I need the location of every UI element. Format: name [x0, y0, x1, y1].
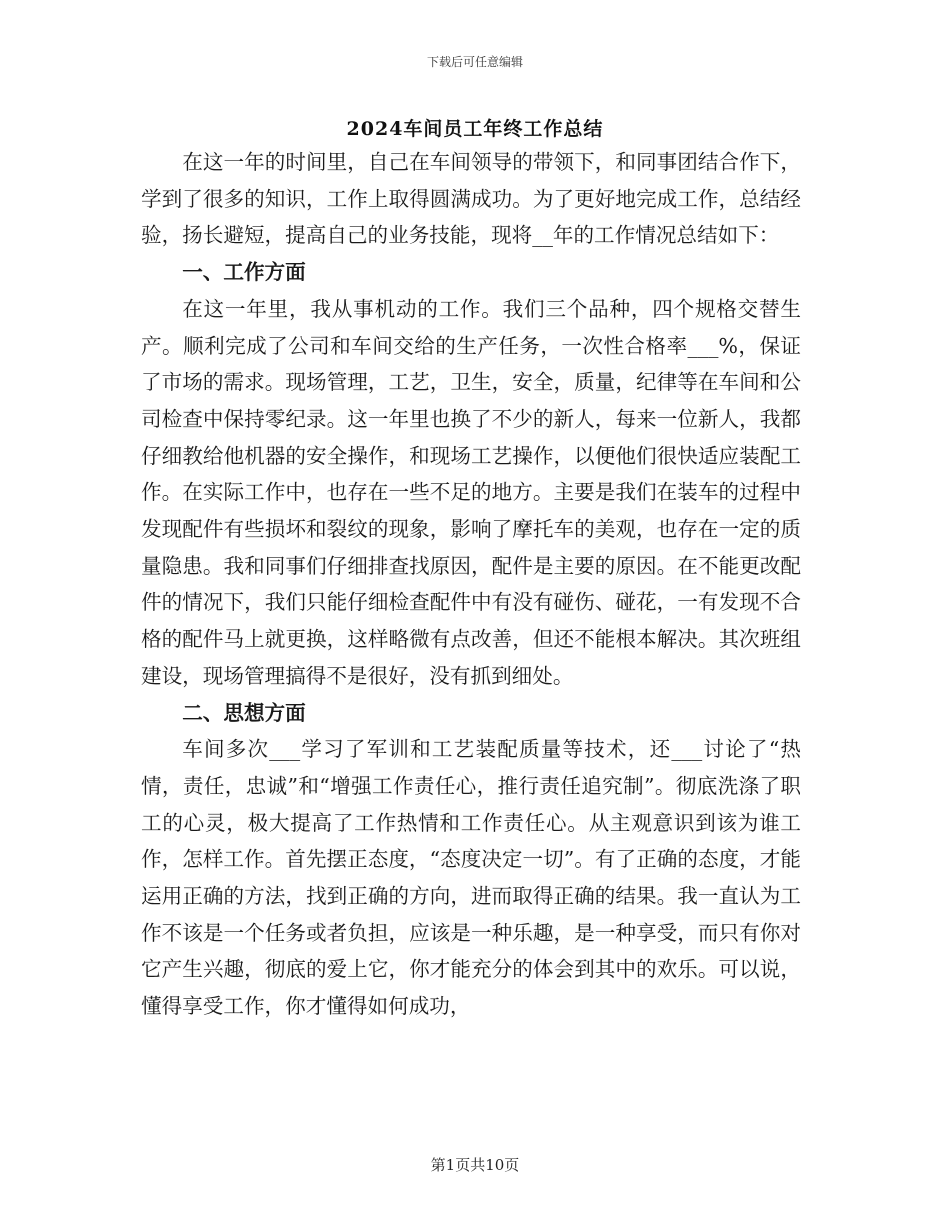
section-paragraph-work: 在这一年里，我从事机动的工作。我们三个品种，四个规格交替生产。顺利完成了公司和车间交给的生产任务，一次性合格率___%，保证了市场的需求。现场管理，工艺，卫生，安全，质量，纪律等在车间和公司检查中保持零纪录。这一年里也换了不少的新人，每来一位新人，我都仔细教给他机器的安全操作，和现场工艺操作，以便他们很快适应装配工作。在实际工作中，也存在一些不足的地方。主要是我们在装车的过程中发现配件有些损坏和裂纹的现象，影响了摩托车的美观，也存在一定的质量隐患。我和同事们仔细排查找原因，配件是主要的原因。在不能更改配件的情况下，我们只能仔细检查配件中有没有碰伤、碰花，一有发现不合格的配件马上就更换，这样略微有点改善，但还不能根本解决。其次班组建设，现场管理搞得不是很好，没有抓到细处。 [141, 296, 801, 688]
document-body [141, 144, 801, 1025]
intro-paragraph: 在这一年的时间里，自己在车间领导的带领下，和同事团结合作下，学到了很多的知识，工作上取得圆满成功。为了更好地完成工作，总结经验，扬长避短，提高自己的业务技能，现将__年的工作情况总结如下： [141, 150, 801, 248]
section-paragraph-thought: 车间多次___学习了军训和工艺装配质量等技术，还___讨论了“热情，责任，忠诚”和“增强工作责任心，推行责任追究制”。彻底洗涤了职工的心灵，极大提高了工作热情和工作责任心。从主观意识到该为谁工作，怎样工作。首先摆正态度，“态度决定一切”。有了正确的态度，才能运用正确的方法，找到正确的方向，进而取得正确的结果。我一直认为工作不该是一个任务或者负担，应该是一种乐趣，是一种享受，而只有你对它产生兴趣，彻底的爱上它，你才能充分的体会到其中的欢乐。可以说，懂得享受工作，你才懂得如何成功， [141, 737, 801, 1019]
section-heading-thought: 二、思想方面 [182, 700, 306, 725]
document-title: 2024车间员工年终工作总结 [346, 118, 604, 140]
header-note: 下载后可任意编辑 [426, 55, 523, 69]
page-footer: 第1页共10页 [430, 1156, 520, 1174]
section-heading-work: 一、工作方面 [182, 260, 306, 285]
